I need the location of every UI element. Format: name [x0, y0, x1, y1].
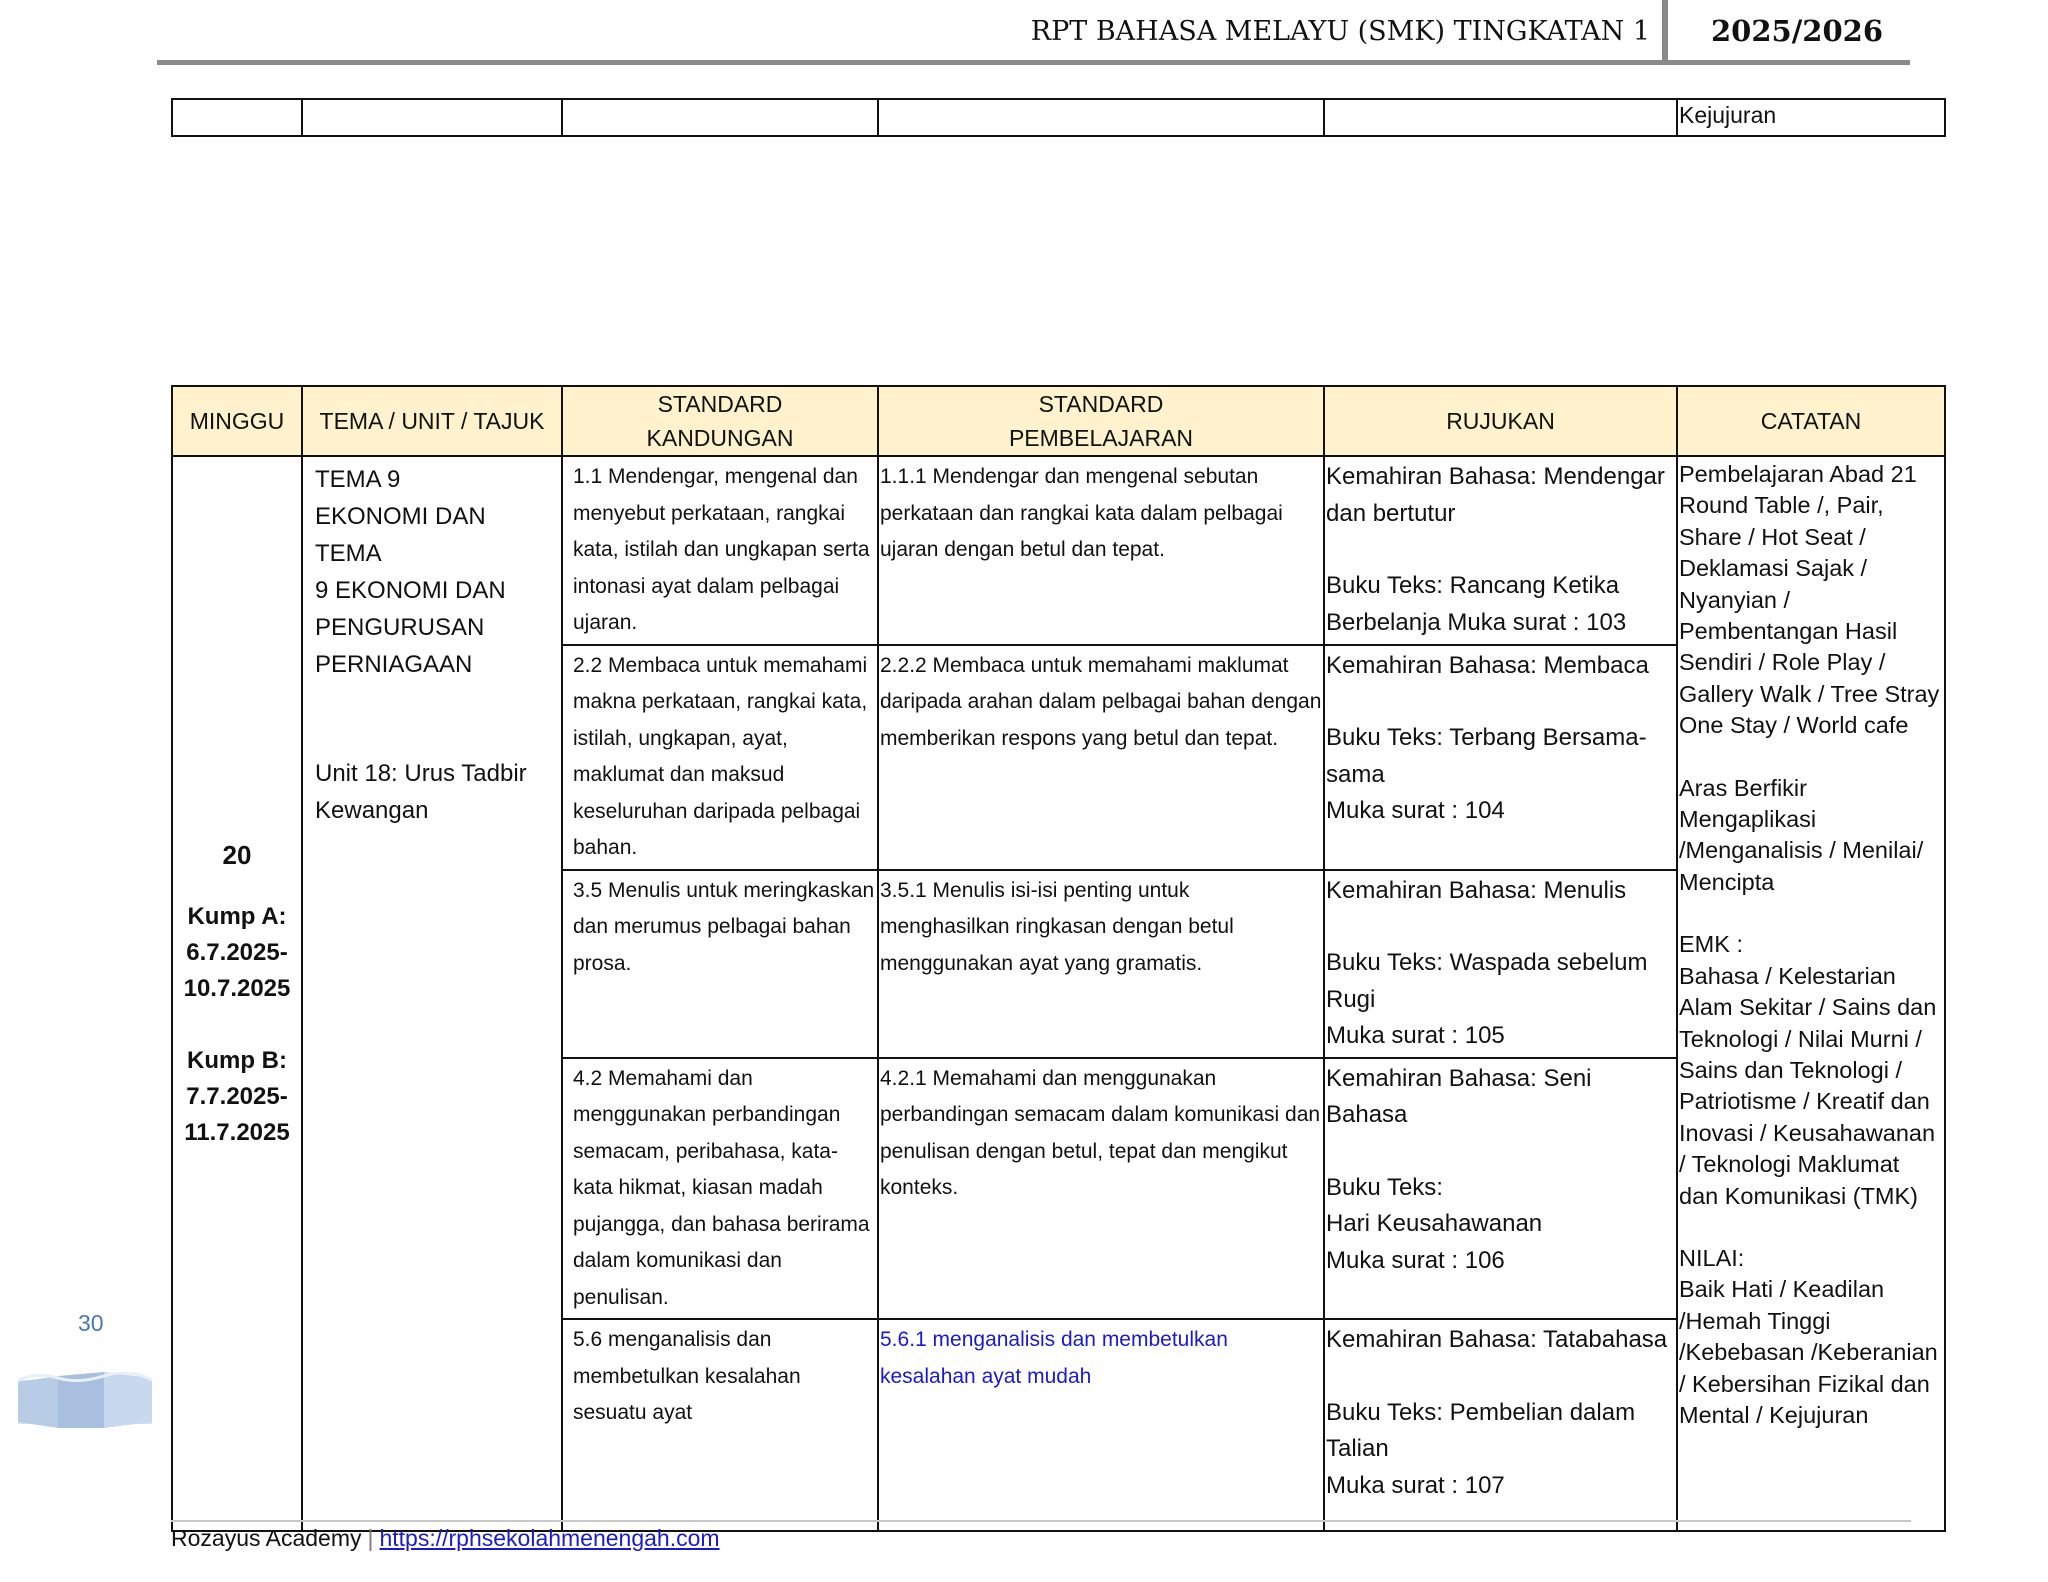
rujukan-page: Muka surat : 105 — [1326, 1022, 1505, 1049]
rujukan-cell — [1324, 870, 1677, 1058]
rujukan-book: Buku Teks: Hari Keusahawanan — [1326, 1173, 1543, 1237]
tema-line: TEMA 9 — [315, 466, 401, 493]
rujukan-skill: Kemahiran Bahasa: Tatabahasa — [1326, 1326, 1668, 1353]
footer — [171, 1525, 720, 1552]
footer-brand: Rozayus Academy — [171, 1525, 362, 1551]
kump-a-start: 6.7.2025- — [186, 938, 288, 966]
rujukan-page: Muka surat : 106 — [1326, 1246, 1505, 1274]
footer-separator: | — [367, 1525, 374, 1551]
catatan-emk-title: EMK : — [1679, 931, 1743, 958]
catatan-abad21: Pembelajaran Abad 21 Round Table /, Pair, Share / Hot Seat / Deklamasi Sajak / Nyanyian / Pembentangan Hasil Sendiri / Role Play / Gallery Walk / Tree Stray One Stay / World cafe — [1679, 461, 1940, 739]
catatan-cell — [1677, 456, 1945, 1531]
table-header-row — [172, 386, 1945, 456]
stub-catatan-cell: Kejujuran — [1677, 99, 1945, 136]
footer-link[interactable]: https://rphsekolahmenengah.com — [379, 1525, 720, 1551]
rujukan-skill: Kemahiran Bahasa: Mendengar dan bertutur — [1326, 463, 1665, 527]
rujukan-book: Buku Teks: Terbang Bersama-sama — [1326, 724, 1647, 788]
header-standard-pembelajaran — [878, 386, 1324, 456]
standard-kandungan-cell: 4.2 Memahami dan menggunakan perbandingan semacam, peribahasa, kata-kata hikmat, kiasan madah pujangga, dan bahasa berirama dalam komunikasi dan penulisan. — [562, 1058, 878, 1320]
tema-line: PENGURUSAN — [315, 614, 485, 641]
catatan-nilai-title: NILAI: — [1679, 1244, 1745, 1271]
standard-pembelajaran-cell: 2.2.2 Membaca untuk memahami maklumat daripada arahan dalam pelbagai bahan dengan memberikan respons yang betul dan tepat. — [878, 645, 1324, 870]
rpt-table — [171, 385, 1946, 1532]
stub-cell — [172, 99, 302, 136]
header-catatan: CATATAN — [1677, 386, 1945, 456]
tema-cell — [302, 456, 562, 1531]
kump-b-start: 7.7.2025- — [186, 1082, 288, 1110]
rujukan-page: Muka surat : 104 — [1326, 797, 1505, 824]
tema-line: 9 EKONOMI DAN — [315, 577, 506, 604]
page-number: 30 — [78, 1310, 104, 1336]
rujukan-skill: Kemahiran Bahasa: Membaca — [1326, 651, 1649, 679]
page-decoration-graphic — [18, 1372, 152, 1428]
rujukan-skill: Kemahiran Bahasa: Menulis — [1326, 876, 1627, 904]
header-sp-line1: STANDARD — [1038, 391, 1164, 417]
tema-line: PERNIAGAAN — [315, 651, 473, 678]
rujukan-skill: Kemahiran Bahasa: Seni Bahasa — [1326, 1064, 1592, 1128]
standard-pembelajaran-cell: 4.2.1 Memahami dan menggunakan perbandingan semacam dalam komunikasi dan penulisan dengan betul, tepat dan mengikut konteks. — [878, 1058, 1324, 1320]
rujukan-book: Buku Teks: Pembelian dalam Talian — [1326, 1398, 1636, 1462]
kump-b — [173, 1043, 301, 1151]
tema-line: EKONOMI DAN TEMA — [315, 503, 486, 567]
catatan-nilai-body: Baik Hati / Keadilan /Hemah Tinggi /Kebebasan /Keberanian / Kebersihan Fizikal dan Mental / Kejujuran — [1679, 1276, 1938, 1428]
rujukan-cell — [1324, 456, 1677, 645]
header-sk-line1: STANDARD — [657, 391, 783, 417]
catatan-aras-body: Mengaplikasi /Menganalisis / Menilai/ Mencipta — [1679, 806, 1924, 895]
document-title: RPT BAHASA MELAYU (SMK) TINGKATAN 1 — [1030, 16, 1650, 47]
stub-cell — [302, 99, 562, 136]
kump-b-label: Kump B: — [187, 1046, 287, 1074]
header-minggu: MINGGU — [172, 386, 302, 456]
table-row — [172, 456, 1945, 645]
unit-line: Kewangan — [315, 797, 429, 824]
header-rule — [157, 60, 1910, 65]
standard-kandungan-cell: 5.6 menganalisis dan membetulkan kesalahan sesuatu ayat — [562, 1319, 878, 1531]
standard-kandungan-cell: 1.1 Mendengar, mengenal dan menyebut perkataan, rangkai kata, istilah dan ungkapan serta intonasi ayat dalam pelbagai ujaran. — [562, 456, 878, 645]
rujukan-book: Buku Teks: Waspada sebelum Rugi — [1326, 949, 1648, 1013]
standard-pembelajaran-cell: 5.6.1 menganalisis dan membetulkan kesalahan ayat mudah — [878, 1319, 1324, 1531]
standard-pembelajaran-cell: 3.5.1 Menulis isi-isi penting untuk menghasilkan ringkasan dengan betul menggunakan ayat yang gramatis. — [878, 870, 1324, 1058]
kump-b-end: 11.7.2025 — [184, 1118, 290, 1146]
stub-cell — [878, 99, 1324, 136]
standard-pembelajaran-cell: 1.1.1 Mendengar dan mengenal sebutan perkataan dan rangkai kata dalam pelbagai ujaran dengan betul dan tepat. — [878, 456, 1324, 645]
header-sk-line2: KANDUNGAN — [646, 425, 794, 451]
standard-kandungan-cell: 2.2 Membaca untuk memahami makna perkataan, rangkai kata, istilah, ungkapan, ayat, maklumat dan maksud keseluruhan daripada pelbagai bahan. — [562, 645, 878, 870]
week-cell — [172, 456, 302, 1531]
rujukan-cell — [1324, 1058, 1677, 1320]
rujukan-cell — [1324, 645, 1677, 870]
header-divider — [1662, 0, 1668, 62]
standard-kandungan-cell: 3.5 Menulis untuk meringkaskan dan merumus pelbagai bahan prosa. — [562, 870, 878, 1058]
header-sp-line2: PEMBELAJARAN — [1008, 425, 1194, 451]
document-year: 2025/2026 — [1710, 14, 1884, 48]
header-rujukan: RUJUKAN — [1324, 386, 1677, 456]
rujukan-book: Buku Teks: Rancang Ketika Berbelanja Muka surat : 103 — [1326, 572, 1627, 636]
catatan-emk-body: Bahasa / Kelestarian Alam Sekitar / Sains dan Teknologi / Nilai Murni / Sains dan Teknologi / Patriotisme / Kreatif dan Inovasi / Keusahawanan / Teknologi Maklumat dan Komunikasi (TMK) — [1679, 962, 1937, 1209]
stub-cell — [562, 99, 878, 136]
rujukan-page: Muka surat : 107 — [1326, 1471, 1505, 1499]
rujukan-cell — [1324, 1319, 1677, 1531]
kump-a-end: 10.7.2025 — [183, 974, 291, 1002]
unit-line: Unit 18: Urus Tadbir — [315, 760, 527, 787]
kump-a-label: Kump A: — [187, 902, 287, 930]
kump-a — [173, 899, 301, 1007]
footer-rule — [171, 1520, 1911, 1522]
stub-cell — [1324, 99, 1677, 136]
continued-table-row — [171, 98, 1946, 137]
week-number: 20 — [222, 839, 252, 870]
header-standard-kandungan — [562, 386, 878, 456]
header-tema: TEMA / UNIT / TAJUK — [302, 386, 562, 456]
catatan-aras-title: Aras Berfikir — [1679, 774, 1807, 801]
